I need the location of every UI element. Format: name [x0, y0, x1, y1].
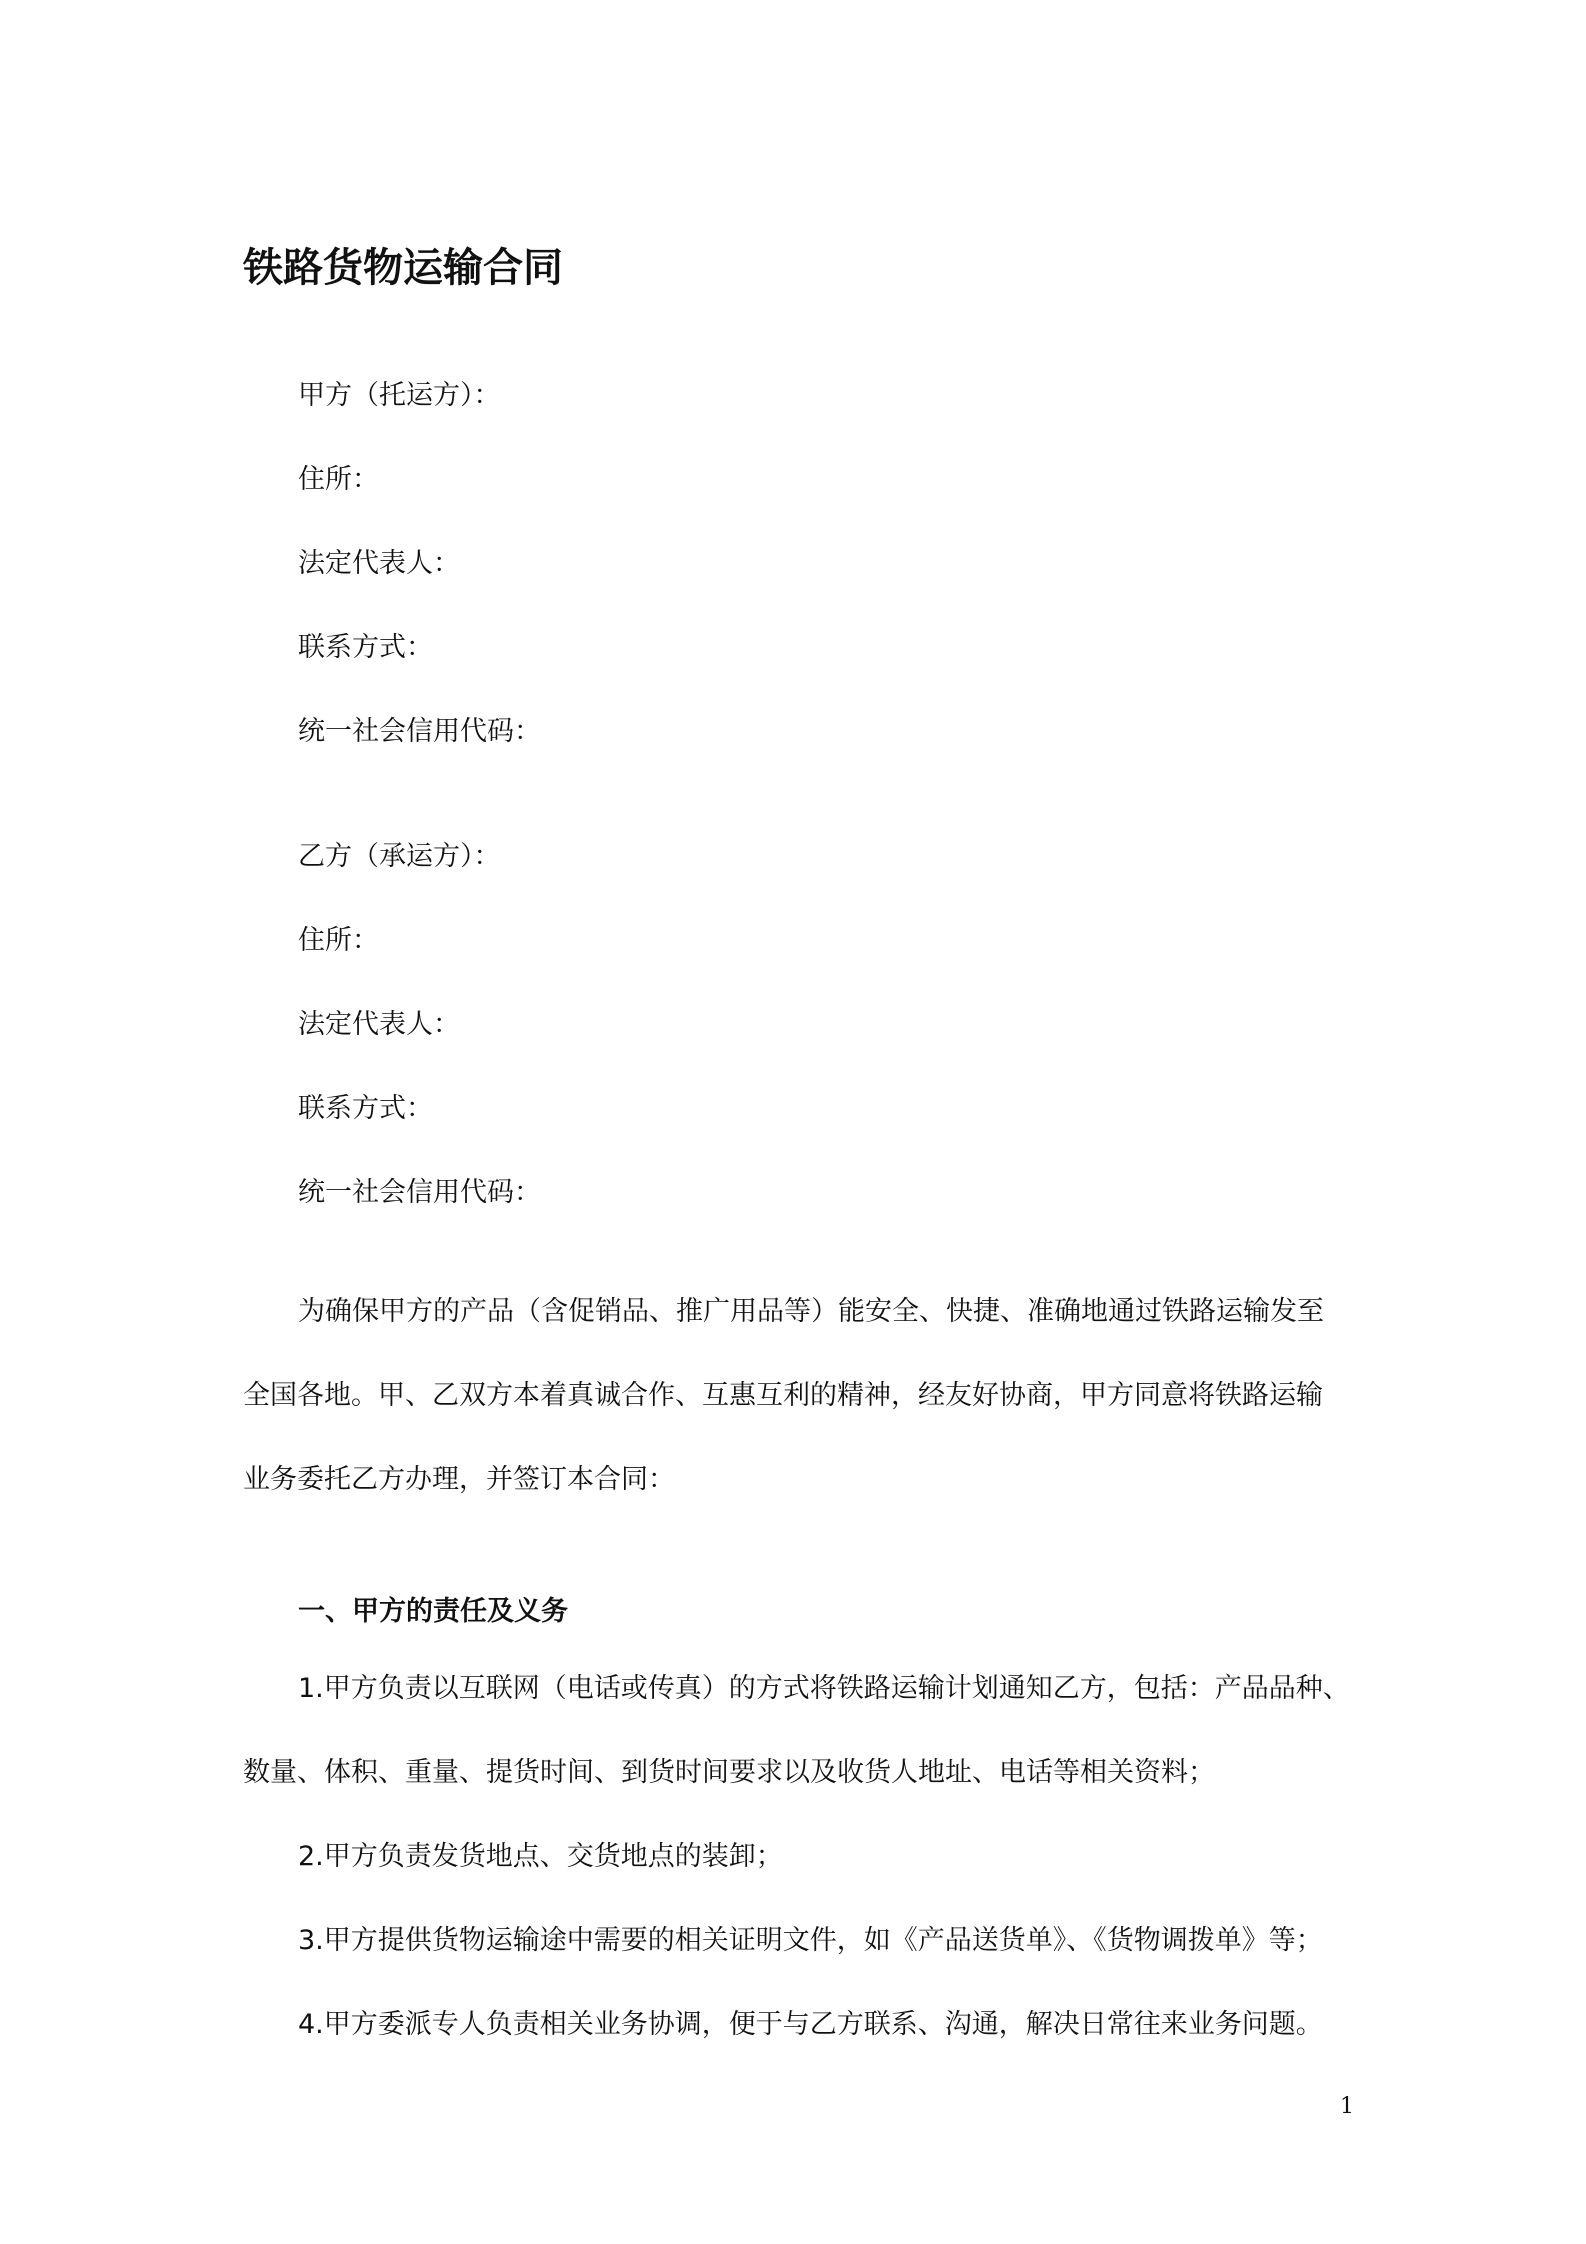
section-1-item-2 [243, 1815, 1361, 1899]
item-line: 2.甲方负责发货地点、交货地点的装卸； [298, 1841, 783, 1872]
section-1-item-4 [243, 1983, 1361, 2067]
party-a-label: 甲方（托运方）： [298, 380, 501, 411]
party-a-legal-rep: 法定代表人： [298, 548, 460, 579]
section-1-heading: 一、甲方的责任及义务 [298, 1596, 568, 1627]
preamble-line: 业务委托乙方办理，并签订本合同： [243, 1464, 675, 1495]
preamble-paragraph [243, 1270, 1361, 1522]
item-line: 数量、体积、重量、提货时间、到货时间要求以及收货人地址、电话等相关资料； [243, 1757, 1215, 1788]
section-1-item-1 [243, 1647, 1361, 1815]
preamble-line: 全国各地。甲、乙双方本着真诚合作、互惠互利的精神，经友好协商，甲方同意将铁路运输 [243, 1380, 1323, 1411]
page-number: 1 [1340, 2094, 1354, 2119]
party-a-address: 住所： [298, 464, 379, 495]
item-line: 1.甲方负责以互联网（电话或传真）的方式将铁路运输计划通知乙方，包括：产品品种、 [298, 1673, 1350, 1704]
party-b-credit-code: 统一社会信用代码： [298, 1177, 541, 1208]
party-b-label: 乙方（承运方）： [298, 841, 501, 872]
party-a-credit-code: 统一社会信用代码： [298, 716, 541, 747]
party-b-address: 住所： [298, 925, 379, 956]
section-1-item-3 [243, 1899, 1361, 1983]
party-b-legal-rep: 法定代表人： [298, 1009, 460, 1040]
preamble-line: 为确保甲方的产品（含促销品、推广用品等）能安全、快捷、准确地通过铁路运输发至 [298, 1296, 1324, 1327]
item-line: 3.甲方提供货物运输途中需要的相关证明文件，如《产品送货单》、《货物调拨单》等； [298, 1925, 1323, 1956]
item-line: 4.甲方委派专人负责相关业务协调，便于与乙方联系、沟通，解决日常往来业务问题。 [298, 2009, 1323, 2040]
party-a-contact: 联系方式： [298, 632, 433, 663]
party-b-contact: 联系方式： [298, 1093, 433, 1124]
document-title: 铁路货物运输合同 [243, 245, 563, 291]
